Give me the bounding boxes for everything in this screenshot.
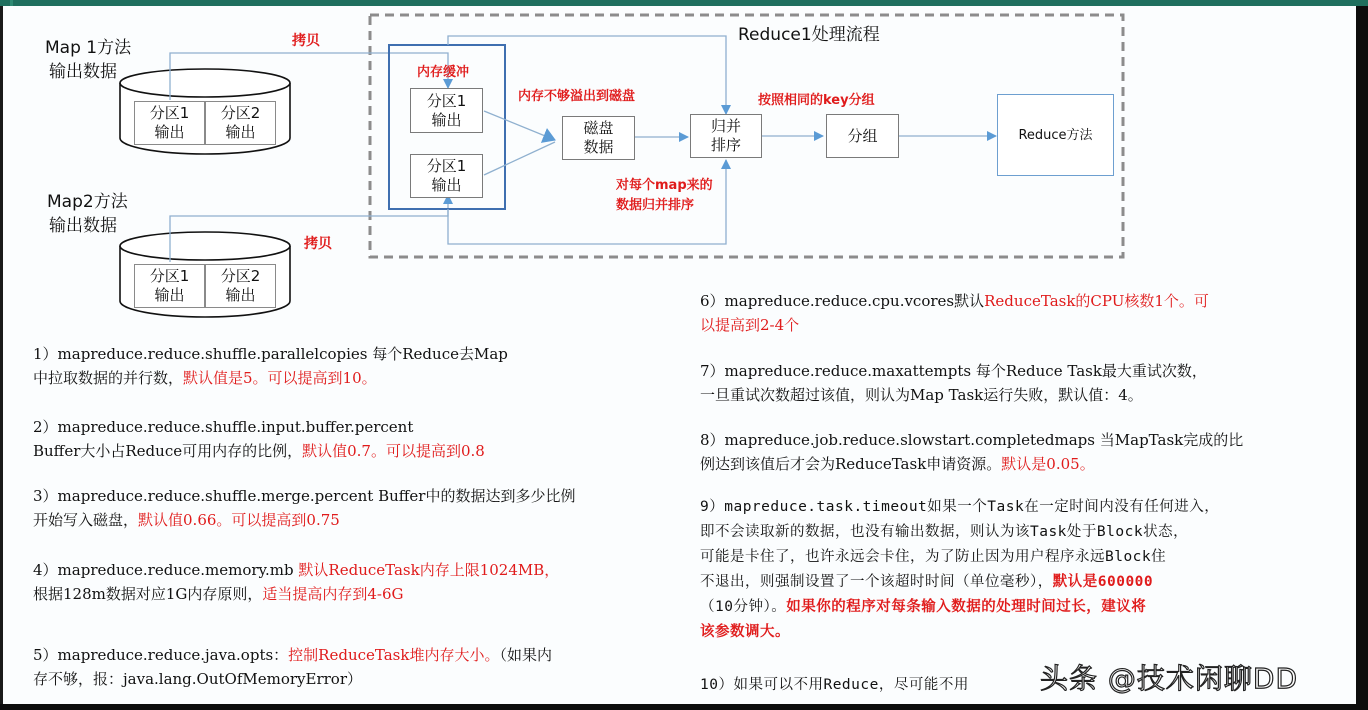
param-4 (33, 558, 559, 606)
param-9-advice: 如果你的程序对每条输入数据的处理时间过长，建议将 (786, 599, 1147, 615)
param-5-line2-plain: 存不够，报：java.lang.OutOfMemoryError） (33, 670, 363, 688)
param-2-line2 (33, 439, 485, 463)
param-7-key: mapreduce.reduce.maxattempts (724, 362, 972, 380)
param-4-recommend: 适当提高内存到4-6G (262, 585, 404, 603)
param-6-num: 6） (700, 292, 725, 310)
param-8-desc: 当MapTask完成的比 (1099, 431, 1244, 449)
param-4-line2 (33, 582, 559, 606)
merge-box-line2: 排序 (710, 136, 741, 154)
param-9-line4 (700, 570, 1219, 595)
map2-partition-1 (134, 264, 205, 308)
merge-note-line1: 对每个map来的 (616, 178, 713, 193)
param-1-line1 (33, 342, 508, 366)
map1-partition-2-line1: 分区2 (220, 104, 261, 122)
param-3-desc: Buffer中的数据达到多少比例 (378, 487, 576, 505)
map2-partition-1-line1: 分区1 (149, 267, 190, 285)
param-6 (700, 289, 1209, 337)
merge-sort-box (690, 114, 762, 158)
map1-partition-2 (205, 101, 276, 145)
param-1-key: mapreduce.reduce.shuffle.parallelcopies (57, 345, 368, 363)
disk-data-box (562, 116, 635, 160)
param-5-key: mapreduce.reduce.java.opts： (57, 646, 289, 664)
map2-label-line1: Map2方法 (47, 192, 128, 212)
param-1-line2-plain: 中拉取数据的并行数， (33, 369, 184, 387)
map1-label-line1: Map 1方法 (45, 38, 132, 58)
param-6-key: mapreduce.reduce.cpu.vcores (724, 292, 955, 310)
map2-label (47, 190, 128, 238)
map2-partition-1-line2: 输出 (154, 286, 185, 304)
param-2-num: 2） (33, 418, 58, 436)
param-7-line1 (700, 359, 1207, 383)
param-4-num: 4） (33, 561, 58, 579)
param-8-key: mapreduce.job.reduce.slowstart.completedmaps (724, 431, 1095, 449)
memory-buffer-label: 内存缓冲 (417, 65, 470, 80)
param-7-num: 7） (700, 362, 725, 380)
map2-partition-2-line1: 分区2 (220, 267, 261, 285)
param-8-line2-plain: 例达到该值后才会为ReduceTask申请资源。 (700, 455, 1002, 473)
param-2-key: mapreduce.reduce.shuffle.input.buffer.percent (57, 418, 414, 436)
param-9-line1: 9）mapreduce.task.timeout如果一个Task在一定时间内没有任何进入， (700, 499, 1220, 515)
buffer-partition-1-line1: 分区1 (426, 91, 467, 110)
map1-partition-1 (134, 101, 205, 145)
param-2-line2-plain: Buffer大小占Reduce可用内存的比例， (33, 442, 303, 460)
param-8-default: 默认是0.05。 (1001, 455, 1095, 473)
group-by-key-note: 按照相同的key分组 (758, 93, 875, 108)
map1-label (45, 36, 131, 84)
param-7-line2: 一旦重试次数超过该值，则认为Map Task运行失败，默认值：4。 (700, 386, 1143, 404)
param-5-desc-tail: （如果内 (499, 646, 552, 664)
param-9-default: 默认是600000 (1052, 574, 1154, 590)
group-box: 分组 (826, 114, 899, 158)
param-1 (33, 342, 508, 390)
reduce-process-title: Reduce1处理流程 (738, 25, 880, 45)
map1-label-line2: 输出数据 (49, 62, 117, 82)
copy-label-bottom: 拷贝 (304, 236, 332, 252)
param-6-line1 (700, 289, 1209, 313)
merge-box-line1: 归并 (710, 117, 741, 135)
param-3-line2 (33, 508, 575, 532)
param-1-default: 默认值是5。可以提高到10。 (183, 369, 377, 387)
map1-partition-1-line1: 分区1 (149, 104, 190, 122)
param-5 (33, 643, 552, 691)
param-4-line1 (33, 558, 559, 582)
param-4-key: mapreduce.reduce.memory.mb (57, 561, 294, 579)
map1-partition-2-line2: 输出 (225, 123, 256, 141)
param-9 (700, 495, 1219, 645)
merge-note (616, 176, 713, 216)
watermark: 头条 @技术闲聊DD (1040, 662, 1299, 695)
param-5-line1 (33, 643, 552, 667)
reduce-method-box: Reduce方法 (997, 94, 1114, 176)
buffer-partition-2-line1: 分区1 (426, 157, 467, 175)
param-10: 10）如果可以不用Reduce，尽可能不用 (700, 677, 969, 693)
merge-note-line2: 数据归并排序 (616, 198, 695, 213)
param-1-num: 1） (33, 345, 58, 363)
param-9-line6: 该参数调大。 (700, 624, 790, 640)
disk-box-line1: 磁盘 (583, 119, 614, 137)
param-7 (700, 359, 1207, 407)
map2-label-line2: 输出数据 (49, 216, 117, 236)
copy-label-top: 拷贝 (292, 33, 320, 49)
buffer-partition-2 (410, 154, 483, 198)
param-9-line5 (700, 595, 1219, 620)
param-6-line2: 以提高到2-4个 (700, 316, 800, 334)
spill-to-disk-label: 内存不够溢出到磁盘 (518, 89, 636, 104)
param-9-line5-plain: （10分钟）。 (700, 599, 787, 615)
param-8 (700, 428, 1243, 476)
param-7-desc: 每个Reduce Task最大重试次数， (975, 362, 1207, 380)
param-3 (33, 484, 575, 532)
param-5-num: 5） (33, 646, 58, 664)
map2-partition-2-line2: 输出 (225, 286, 256, 304)
param-8-num: 8） (700, 431, 725, 449)
param-2-line1 (33, 415, 485, 439)
param-1-desc: 每个Reduce去Map (372, 345, 508, 363)
disk-box-line2: 数据 (583, 138, 614, 156)
param-3-key: mapreduce.reduce.shuffle.merge.percent (57, 487, 374, 505)
param-9-line2: 即不会读取新的数据，也没有输出数据，则认为该Task处于Block状态， (700, 524, 1189, 540)
param-8-line2 (700, 452, 1243, 476)
param-3-line2-plain: 开始写入磁盘， (33, 511, 139, 529)
buffer-partition-1 (410, 88, 483, 133)
param-6-desc: 默认 (954, 292, 985, 310)
param-1-line2 (33, 366, 508, 390)
param-4-desc: 默认ReduceTask内存上限1024MB， (298, 561, 560, 579)
param-3-default: 默认值0.66。可以提高到0.75 (138, 511, 340, 529)
param-4-line2-plain: 根据128m数据对应1G内存原则， (33, 585, 263, 603)
param-2-default: 默认值0.7。可以提高到0.8 (302, 442, 485, 460)
param-8-line1 (700, 428, 1243, 452)
param-9-line3: 可能是卡住了，也许永远会卡住，为了防止因为用户程序永远Block住 (700, 549, 1167, 565)
param-9-line4-plain: 不退出，则强制设置了一个该超时时间（单位毫秒）， (700, 574, 1053, 590)
param-3-num: 3） (33, 487, 58, 505)
param-3-line1 (33, 484, 575, 508)
param-5-desc: 控制ReduceTask堆内存大小。 (288, 646, 500, 664)
buffer-partition-1-line2: 输出 (431, 110, 462, 129)
param-2 (33, 415, 485, 463)
param-6-default: ReduceTask的CPU核数1个。可 (984, 292, 1209, 310)
map2-partition-2 (205, 264, 276, 308)
buffer-partition-2-line2: 输出 (431, 176, 462, 194)
param-5-line2 (33, 667, 552, 691)
map1-partition-1-line2: 输出 (154, 123, 185, 141)
